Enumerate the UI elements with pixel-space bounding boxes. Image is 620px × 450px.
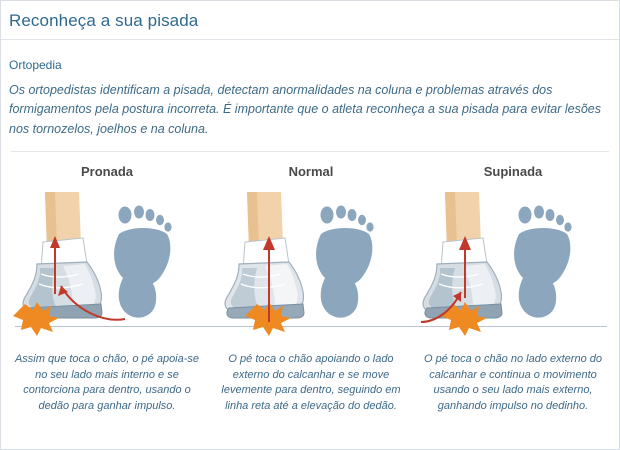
page-title: Reconheça a sua pisada xyxy=(9,11,199,30)
column-title-pronada: Pronada xyxy=(80,164,133,179)
column-title-supinada: Supinada xyxy=(483,164,543,179)
illustration-normal xyxy=(211,182,411,347)
caption-pronada: Assim que toca o chão, o pé apoia-se no seu lado mais interno e se contorciona para dentro, usando o dedão para ganhar impulso. xyxy=(14,353,200,412)
column-title-normal: Normal xyxy=(288,164,334,179)
title-divider xyxy=(1,39,619,40)
footprint-icon xyxy=(316,206,374,318)
footprint-icon xyxy=(514,206,572,318)
caption-supinada: O pé toca o chão no lado externo do calcanhar e continua o movimento usando o seu lado mais externo, ganhando impulso no dedinho. xyxy=(424,353,602,412)
caption-normal: O pé toca o chão apoiando o lado externo do calcanhar e se move levemente para dentro, seguindo em linha reta até a elevação do dedão. xyxy=(221,353,401,412)
footprint-icon xyxy=(114,206,172,318)
category-label: Ortopedia xyxy=(9,58,62,72)
pisada-diagram xyxy=(1,156,620,446)
column-pronada xyxy=(7,156,207,446)
shoe-side-view-icon xyxy=(225,262,304,318)
intro-divider xyxy=(11,151,609,152)
column-normal xyxy=(211,156,411,446)
intro-paragraph: Os ortopedistas identificam a pisada, detectam anormalidades na coluna e problemas através dos formigamentos pela postura incorreta. É importante que o atleta reconheça a sua pisada para evitar lesões nos tornozelos, joelhos e na coluna. xyxy=(9,83,602,136)
column-supinada xyxy=(413,156,613,446)
illustration-pronada xyxy=(7,182,207,347)
illustration-supinada xyxy=(413,182,613,347)
